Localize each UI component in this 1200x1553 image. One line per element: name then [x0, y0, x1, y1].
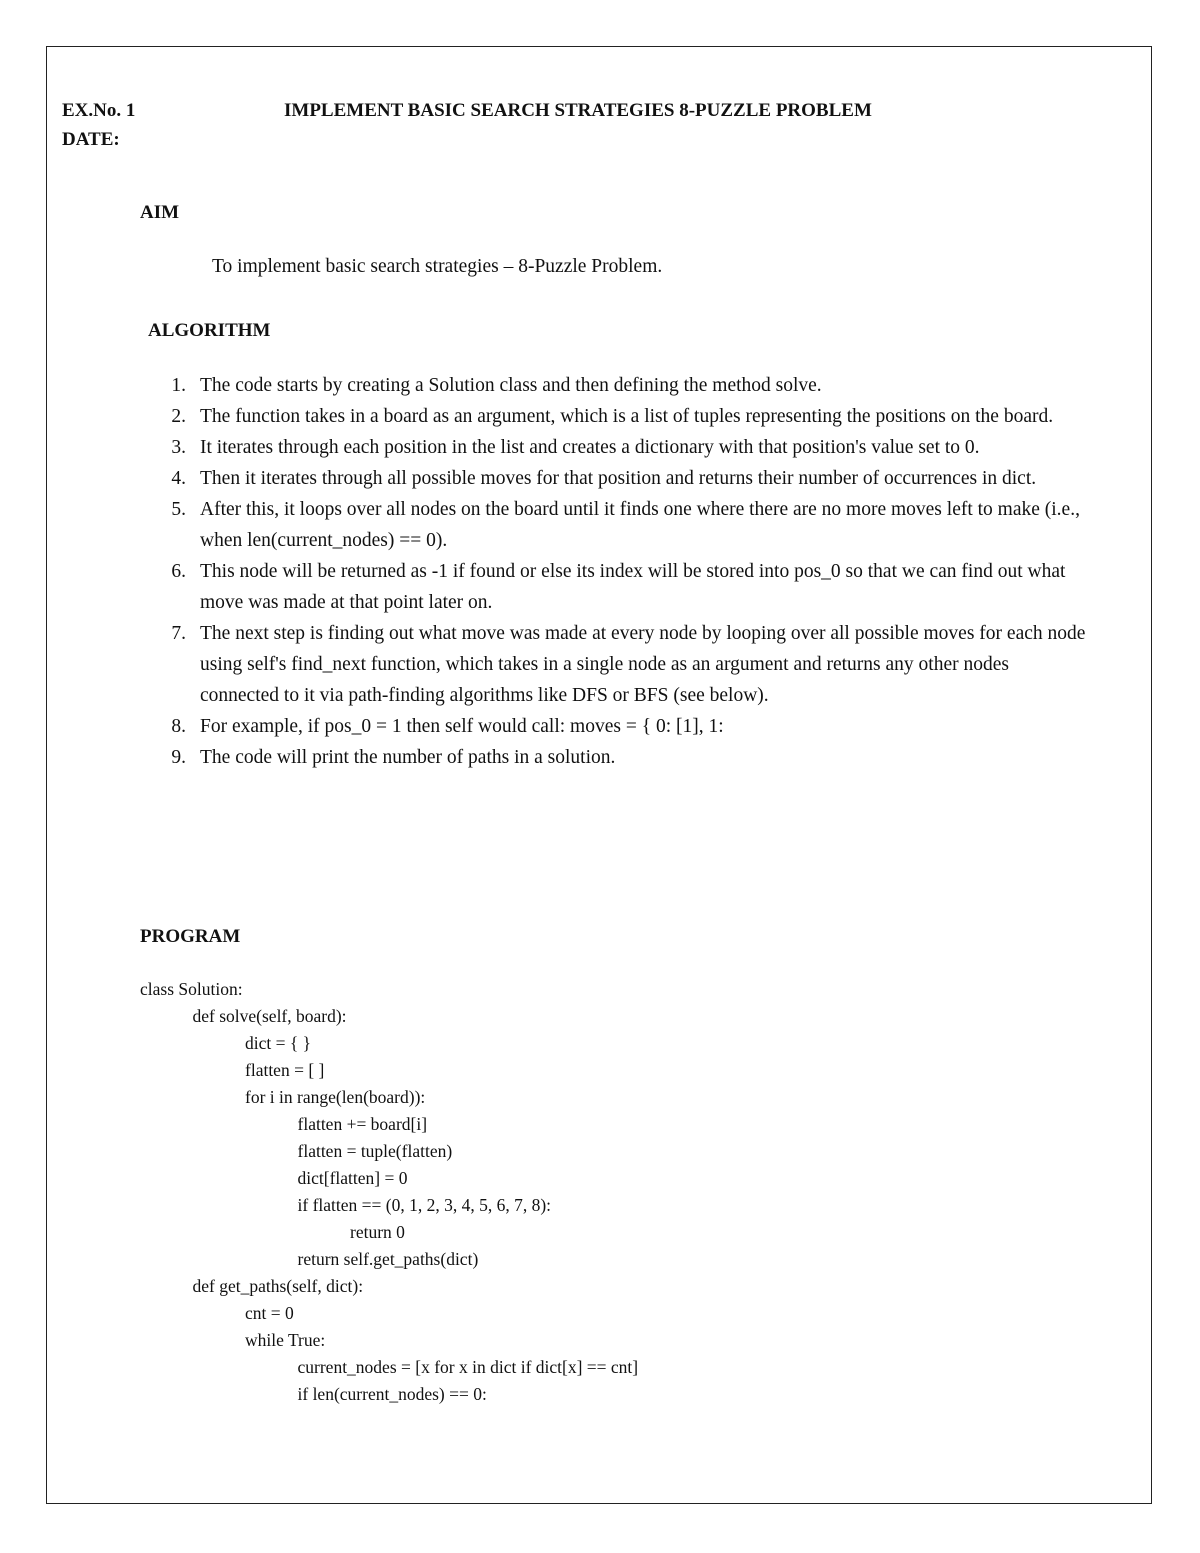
algorithm-step	[160, 556, 1090, 618]
step-number: 2.	[171, 406, 186, 427]
algorithm-step	[160, 494, 1090, 556]
step-number: 9.	[171, 747, 186, 768]
code-line: flatten = tuple(flatten)	[140, 1141, 453, 1161]
program-heading: PROGRAM	[140, 926, 241, 947]
algorithm-step	[160, 618, 1090, 711]
algorithm-step	[160, 463, 1090, 494]
step-number: 7.	[171, 623, 186, 644]
step-number: 3.	[171, 437, 186, 458]
code-line: flatten += board[i]	[140, 1114, 428, 1134]
step-text: It iterates through each position in the list and creates a dictionary with that position's value set to 0.	[200, 437, 980, 458]
code-line: def solve(self, board):	[140, 1006, 347, 1026]
code-line: if len(current_nodes) == 0:	[140, 1384, 487, 1404]
step-number: 6.	[171, 561, 186, 582]
exercise-number: EX.No. 1	[62, 100, 136, 121]
code-line: flatten = [ ]	[140, 1060, 325, 1080]
aim-heading: AIM	[140, 202, 180, 223]
code-line: class Solution:	[140, 979, 243, 999]
step-number: 8.	[171, 716, 186, 737]
code-line: def get_paths(self, dict):	[140, 1276, 364, 1296]
aim-text: To implement basic search strategies – 8-Puzzle Problem.	[212, 256, 663, 277]
algorithm-step	[160, 432, 1090, 463]
code-line: return 0	[140, 1222, 405, 1242]
page-title: IMPLEMENT BASIC SEARCH STRATEGIES 8-PUZZLE PROBLEM	[284, 100, 872, 121]
algorithm-steps	[160, 370, 1090, 773]
date-label: DATE:	[62, 129, 120, 150]
algorithm-step	[160, 401, 1090, 432]
code-line: dict[flatten] = 0	[140, 1168, 408, 1188]
step-number: 4.	[171, 468, 186, 489]
code-line: cnt = 0	[140, 1303, 294, 1323]
code-line: current_nodes = [x for x in dict if dict[x] == cnt]	[140, 1357, 639, 1377]
step-text: After this, it loops over all nodes on the board until it finds one where there are no more moves left to make (i.e., when len(current_nodes) == 0).	[200, 499, 1080, 551]
code-line: while True:	[140, 1330, 326, 1350]
code-line: for i in range(len(board)):	[140, 1087, 426, 1107]
algorithm-step	[160, 711, 1090, 742]
algorithm-step	[160, 742, 1090, 773]
step-text: For example, if pos_0 = 1 then self would call: moves = { 0: [1], 1:	[200, 716, 724, 737]
step-text: The code starts by creating a Solution class and then defining the method solve.	[200, 375, 822, 396]
step-text: This node will be returned as -1 if found or else its index will be stored into pos_0 so that we can find out what move was made at that point later on.	[200, 561, 1066, 613]
code-line: dict = { }	[140, 1033, 312, 1053]
step-text: The function takes in a board as an argument, which is a list of tuples representing the positions on the board.	[200, 406, 1054, 427]
step-text: The next step is finding out what move was made at every node by looping over all possible moves for each node using self's find_next function, which takes in a single node as an argument and returns any other nodes connected to it via path-finding algorithms like DFS or BFS (see below).	[200, 623, 1086, 706]
step-text: The code will print the number of paths in a solution.	[200, 747, 616, 768]
step-number: 1.	[171, 375, 186, 396]
program-code	[140, 976, 638, 1408]
algorithm-heading: ALGORITHM	[148, 320, 271, 341]
step-text: Then it iterates through all possible moves for that position and returns their number of occurrences in dict.	[200, 468, 1037, 489]
code-line: if flatten == (0, 1, 2, 3, 4, 5, 6, 7, 8):	[140, 1195, 552, 1215]
code-line: return self.get_paths(dict)	[140, 1249, 479, 1269]
step-number: 5.	[171, 499, 186, 520]
algorithm-step	[160, 370, 1090, 401]
